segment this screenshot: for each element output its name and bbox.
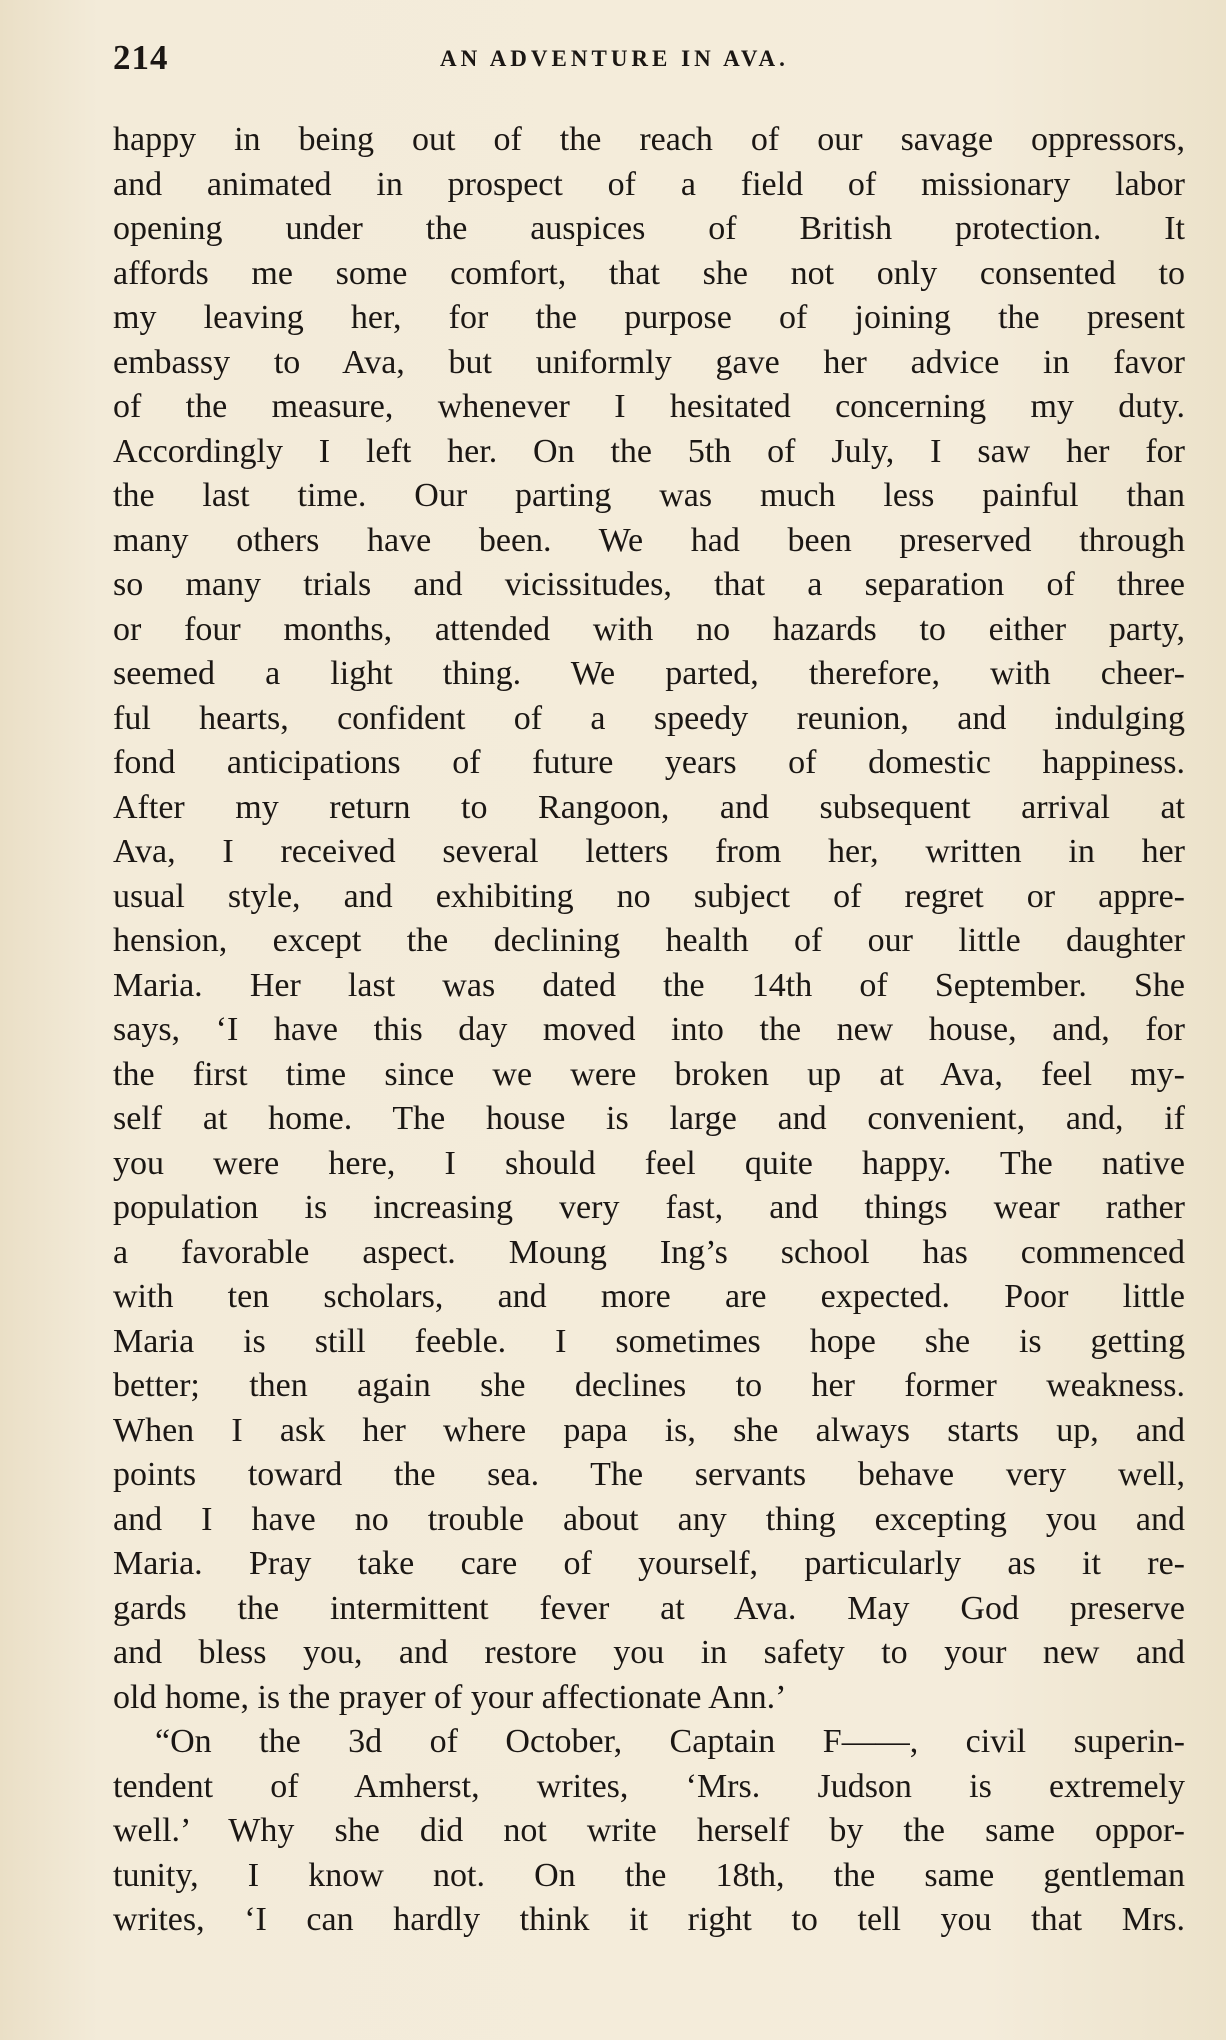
text-line: “On the 3d of October, Captain F——, civil superin- (155, 1723, 1185, 1760)
text-line: of the measure, whenever I hesitated concerning my duty. (113, 388, 1185, 425)
page-number: 214 (113, 38, 169, 77)
text-line: the last time. Our parting was much less painful than (113, 477, 1185, 514)
text-line: writes, ‘I can hardly think it right to tell you that Mrs. (113, 1901, 1185, 1938)
text-line: my leaving her, for the purpose of joining the present (113, 299, 1185, 336)
text-line: old home, is the prayer of your affectionate Ann.’ (113, 1678, 787, 1716)
text-line: tendent of Amherst, writes, ‘Mrs. Judson is extremely (113, 1767, 1185, 1805)
text-line: gards the intermittent fever at Ava. May God preserve (113, 1589, 1185, 1627)
body-text (113, 118, 1185, 1943)
text-line: many others have been. We had been preserved through (113, 521, 1185, 559)
text-line: and I have no trouble about any thing excepting you and (113, 1500, 1185, 1538)
text-line: a favorable aspect. Moung Ing’s school has commenced (113, 1233, 1185, 1271)
text-line: so many trials and vicissitudes, that a separation of three (113, 566, 1185, 603)
text-line: Maria. Her last was dated the 14th of September. She (113, 966, 1185, 1004)
text-line: embassy to Ava, but uniformly gave her advice in favor (113, 343, 1185, 381)
text-line: with ten scholars, and more are expected. Poor little (113, 1278, 1185, 1315)
text-line: seemed a light thing. We parted, therefore, with cheer- (113, 655, 1185, 692)
text-line: population is increasing very fast, and things wear rather (113, 1189, 1185, 1226)
text-line: usual style, and exhibiting no subject of regret or appre- (113, 877, 1185, 915)
text-line: After my return to Rangoon, and subsequent arrival at (113, 788, 1185, 826)
text-line: and bless you, and restore you in safety to your new and (113, 1634, 1185, 1671)
text-line: better; then again she declines to her former weakness. (113, 1367, 1185, 1404)
running-head: AN ADVENTURE IN AVA. (440, 46, 789, 71)
text-line: well.’ Why she did not write herself by the same oppor- (113, 1812, 1185, 1849)
text-line: and animated in prospect of a field of missionary labor (113, 165, 1185, 203)
text-line: points toward the sea. The servants behave very well, (113, 1456, 1185, 1493)
text-line: Accordingly I left her. On the 5th of July, I saw her for (113, 432, 1185, 470)
text-line: affords me some comfort, that she not only consented to (113, 254, 1185, 292)
text-line: Maria. Pray take care of yourself, particularly as it re- (113, 1545, 1185, 1582)
text-line: self at home. The house is large and convenient, and, if (113, 1100, 1185, 1137)
text-line: happy in being out of the reach of our savage oppressors, (113, 121, 1185, 158)
page-header (113, 38, 1188, 78)
text-line: fond anticipations of future years of domestic happiness. (113, 744, 1185, 781)
text-line: tunity, I know not. On the 18th, the same gentleman (113, 1856, 1185, 1894)
text-line: or four months, attended with no hazards to either party, (113, 610, 1185, 648)
text-line: When I ask her where papa is, she always starts up, and (113, 1411, 1185, 1449)
text-line: Ava, I received several letters from her, written in her (113, 833, 1185, 870)
text-line: you were here, I should feel quite happy. The native (113, 1144, 1185, 1182)
text-line: Maria is still feeble. I sometimes hope she is getting (113, 1322, 1185, 1360)
text-line: says, ‘I have this day moved into the new house, and, for (113, 1011, 1185, 1048)
text-line: opening under the auspices of British protection. It (113, 210, 1185, 247)
text-line: the first time since we were broken up at Ava, feel my- (113, 1055, 1185, 1093)
text-line: ful hearts, confident of a speedy reunion, and indulging (113, 699, 1185, 737)
text-line: hension, except the declining health of our little daughter (113, 922, 1185, 959)
